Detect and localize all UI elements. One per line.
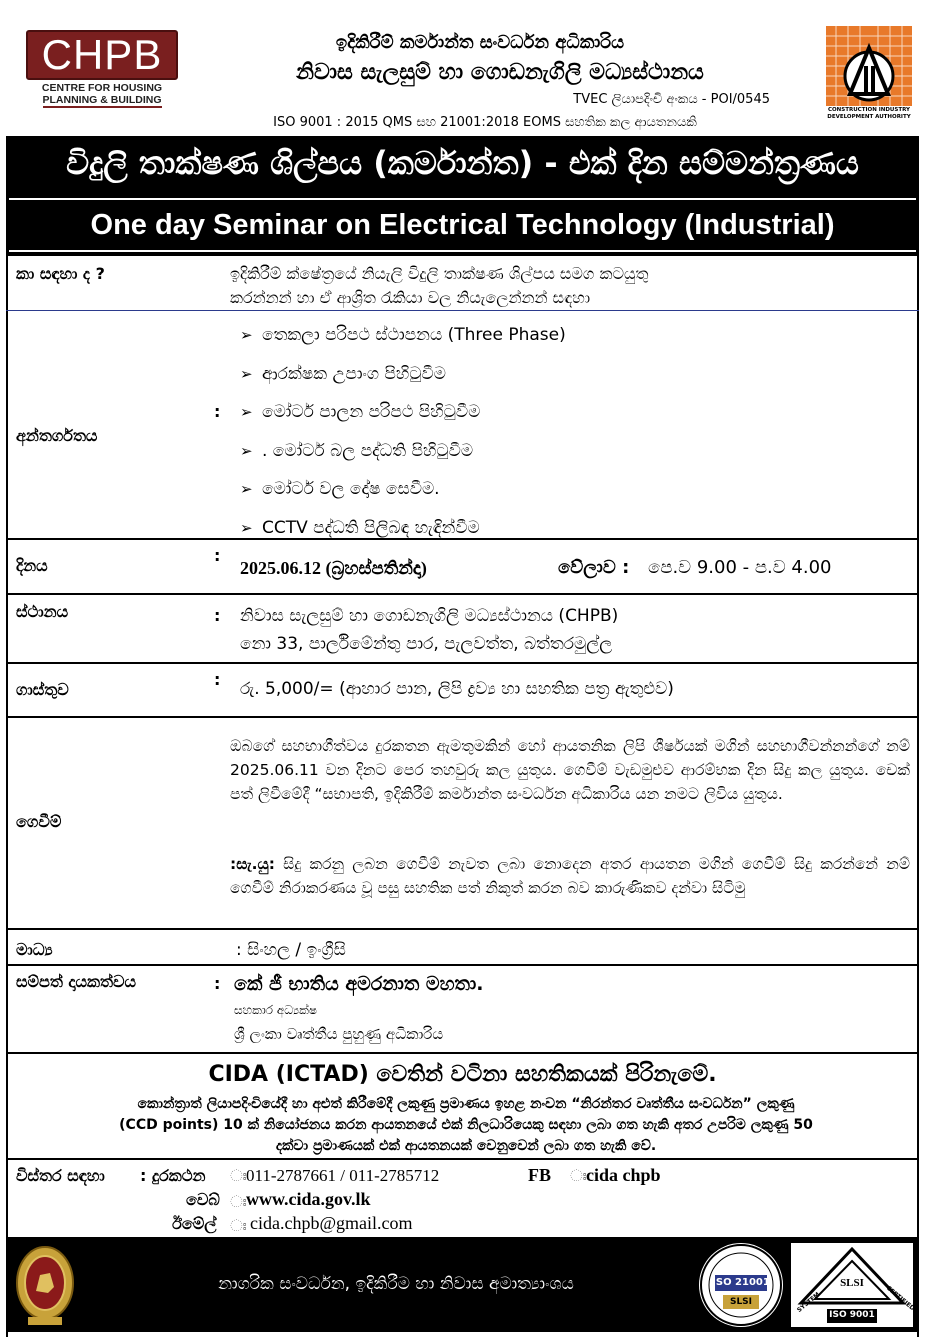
content-list: [240, 316, 566, 547]
payment-label: ගෙවීම්: [16, 812, 62, 831]
fee-value: රු. 5,000/= (ආහාර පාන, ලිපි ද්‍රව්‍ය හා සහතික පත්‍ර ඇතුළුව): [240, 679, 674, 699]
arrow-icon: ➢: [240, 480, 253, 499]
list-item: [240, 509, 566, 548]
cida-line3: දක්වා ප්‍රමාණයක් එක් ආයතනයක් වෙනුවෙන් ලබා ගත හැකි වේ.: [275, 1138, 657, 1154]
content-colon: :: [214, 402, 221, 421]
slsi-iso9001-badge: [791, 1243, 916, 1327]
list-item: [240, 355, 566, 394]
for-whom-line2: කරන්නන් හා ඒ ආශ්‍රිත රැකියා වල නියැලෙන්නන් සඳහා: [230, 288, 591, 307]
ministry-name: නාගරික සංවර්ධන, ඉදිකිරීම හා නිවාස අමාත්‍යාංශය: [218, 1274, 574, 1294]
resource-colon: :: [214, 974, 221, 993]
list-item: [240, 470, 566, 509]
cida-line2: (CCD points) 10 ක් නියෝජනය කරන ආයතනයේ එක් නිලධාරියෙකු සඳහා ලබා ගත හැකි අතර උපරිම ලකුණු 50: [119, 1117, 813, 1133]
time-label: වේලාව :: [558, 557, 630, 578]
content-item-text: මෝටර් පාලන පරිපථ පිහිටුවීම: [262, 402, 481, 423]
iso-21001-badge: [699, 1243, 783, 1327]
resource-label: සම්පත් දායකත්වය: [16, 972, 137, 991]
contact-label: විස්තර සඳහා: [16, 1166, 105, 1185]
resource-name: කේ ජී භාතිය අමරනාත මහතා.: [234, 973, 484, 995]
org-name-line1: ඉදිකිරීම් කර්මාන්ත සංවර්ධන අධිකාරිය: [335, 32, 625, 53]
for-whom-label: කා සඳහා ද ?: [16, 264, 105, 283]
title-english-box: [9, 196, 916, 252]
list-item: [240, 316, 566, 355]
slsi-label: SLSI: [840, 1277, 864, 1289]
cida-certificate-title: CIDA (ICTAD) වෙතින් වටිනා සහතිකයක් පිරිනැමේ.: [208, 1062, 717, 1087]
arrow-icon: ➢: [240, 518, 253, 537]
venue-colon: :: [214, 606, 221, 625]
slsi-system-label: SYSTEM: [795, 1291, 822, 1314]
web-value[interactable]: www.cida.gov.lk: [246, 1189, 371, 1209]
content-label: අන්තර්ගතය: [16, 426, 98, 445]
venue-line1: නිවාස සැලසුම් හා ගොඩනැගිලි මධ්‍යස්ථානය (CHPB): [240, 606, 619, 626]
title-banner: [6, 136, 919, 256]
chpb-logo-sub2: PLANNING & BUILDING: [42, 94, 162, 106]
cida-logo-text2: DEVELOPMENT AUTHORITY: [827, 114, 911, 120]
chpb-logo-sub1: CENTRE FOR HOUSING: [41, 82, 163, 94]
fb-value[interactable]: cida chpb: [586, 1165, 661, 1185]
arrow-icon: ➢: [240, 364, 253, 383]
cida-logo: [826, 26, 912, 124]
divider: [6, 964, 919, 966]
phone-sep: ඃ: [230, 1166, 247, 1185]
venue-label: ස්ථානය: [16, 602, 69, 621]
list-item: [240, 432, 566, 471]
iso-badge-sub: SLSI: [729, 1297, 753, 1307]
slsi-iso-label: ISO 9001: [829, 1310, 875, 1320]
iso-badge-label: ISO 21001: [712, 1277, 770, 1288]
list-item: [240, 393, 566, 432]
content-item-text: ආරක්ෂක උපාංග පිහිටුවීම: [262, 363, 446, 384]
content-item-text: මෝටර් වල දෝෂ සෙවීම.: [262, 479, 440, 500]
payment-note: [230, 852, 910, 900]
arrow-icon: ➢: [240, 403, 253, 422]
title-english: One day Seminar on Electrical Technology (Industrial): [9, 200, 916, 250]
web-sep: ඃ: [230, 1192, 247, 1211]
cida-certificate-body: [36, 1094, 896, 1157]
date-label: දිනය: [16, 556, 48, 575]
sri-lanka-emblem: [14, 1243, 76, 1327]
divider: [6, 310, 919, 311]
venue-line2: නො 33, පාර්ලිමේන්තු පාර, පැලවත්ත, බත්තරමුල්ල: [240, 634, 613, 654]
note-prefix: :සැ.යු:: [230, 855, 275, 873]
for-whom-line1: ඉදිකිරීම් ක්ෂේත්‍රයේ නියැලි විදුලි තාක්ෂණ ශිල්පය සමග කටයුතු: [230, 264, 649, 283]
email-value[interactable]: cida.chpb@gmail.com: [250, 1213, 413, 1233]
fee-colon: :: [214, 670, 221, 689]
web-label: වෙබ්: [186, 1190, 220, 1209]
slsi-certified-label: CERTIFIED: [884, 1284, 916, 1313]
fb-label: FB: [528, 1165, 552, 1185]
email-sep: ඃ: [230, 1216, 247, 1235]
fee-label: ගාස්තුව: [16, 680, 69, 699]
cida-logo-text1: CONSTRUCTION INDUSTRY: [827, 107, 911, 113]
content-item-text: තෙකලා පරිපථ ස්ථාපනය (Three Phase): [262, 325, 566, 346]
divider: [6, 662, 919, 664]
fb-sep: ඃ: [570, 1166, 587, 1185]
content-item-text: CCTV පද්ධති පිලිබඳ හැඳින්වීම: [262, 517, 480, 538]
divider: [6, 538, 919, 540]
arrow-icon: ➢: [240, 326, 253, 345]
time-value: පෙ.ව 9.00 - ප.ව 4.00: [648, 557, 832, 578]
chpb-logo-subtitle: [26, 82, 178, 108]
date-colon: :: [214, 546, 221, 565]
tvec-registration: TVEC ලියාපදිංචි අංකය - POI/0545: [573, 92, 770, 107]
resource-org: ශ්‍රී ලංකා වෘත්තීය පුහුණු අධිකාරිය: [234, 1025, 444, 1043]
resource-title: සහකාර අධ්‍යක්ෂ: [234, 1003, 317, 1017]
email-label: ඊමේල්: [172, 1214, 217, 1233]
medium-label: මාධ්‍ය: [16, 940, 53, 959]
org-name-line2: නිවාස සැලසුම් හා ගොඩනැගිලි මධ්‍යස්ථානය: [296, 60, 704, 85]
phone-value[interactable]: 011-2787661 / 011-2785712: [246, 1166, 440, 1185]
chpb-logo-mark: CHPB: [26, 30, 178, 80]
chpb-logo: [26, 30, 178, 112]
arrow-icon: ➢: [240, 441, 253, 460]
divider: [6, 593, 919, 595]
divider: [6, 716, 919, 718]
title-sinhala: විදුලි තාක්ෂණ ශිල්පය (කර්මාන්ත) - එක් දින සම්මන්ත්‍රණය: [66, 144, 859, 182]
cida-line1: කොන්ත්‍රාත් ලියාපදිංචියේදී හා අළුත් කිරීමේදී ලකුණු ප්‍රමාණය ඉහළ නංවන “නිරන්තර වෘත්තීය සංවර්ධන” ලකුණු: [137, 1096, 795, 1112]
date-value: 2025.06.12 (බ්‍රහස්පතින්දා): [240, 558, 427, 578]
divider: [6, 928, 919, 930]
national-emblem-icon: [14, 1243, 76, 1327]
medium-value: : සිංහල / ඉංග්‍රීසි: [236, 940, 346, 960]
cida-certificate-box: [6, 1052, 919, 1160]
phone-label: : දුරකථන: [140, 1166, 206, 1185]
note-text: සිදු කරනු ලබන ගෙවීම් නැවත ලබා නොදෙන අතර ආයතන මගින් ගෙවීම් සිදු කරන්නේ නම් ගෙවීම් නිරාකරණය වූ පසු සහතික පත් නිකුත් කරන බව කාරුණිකව දන්වා සිටිමු: [230, 855, 910, 897]
content-item-text: . මෝටර් බල පද්ධති පිහිටුවීම: [262, 440, 474, 461]
payment-paragraph: ඔබගේ සහභාගීත්වය දුරකතන ඇමතුමකින් හෝ ආයතනික ලිපි ශීර්ෂයක් මගින් සහභාගීවන්නන්ගේ නම් 2025.06.11 වන දිනට පෙර තහවුරු කල යුතුය. ගෙවීම් වැඩමුළුව ආරම්භක දින සිදු කල යුතුය. චෙක් පත් ලිවීමේදී “සභාපති, ඉදිකිරීම් කර්මාන්ත සංවර්ධන අධිකාරිය යන නමට ලිවිය යුතුය.: [230, 737, 910, 803]
footer-bar: [6, 1237, 919, 1332]
iso-certification-line: ISO 9001 : 2015 QMS සහ 21001:2018 EOMS සහතික කල ආයතනයකි: [273, 115, 697, 130]
